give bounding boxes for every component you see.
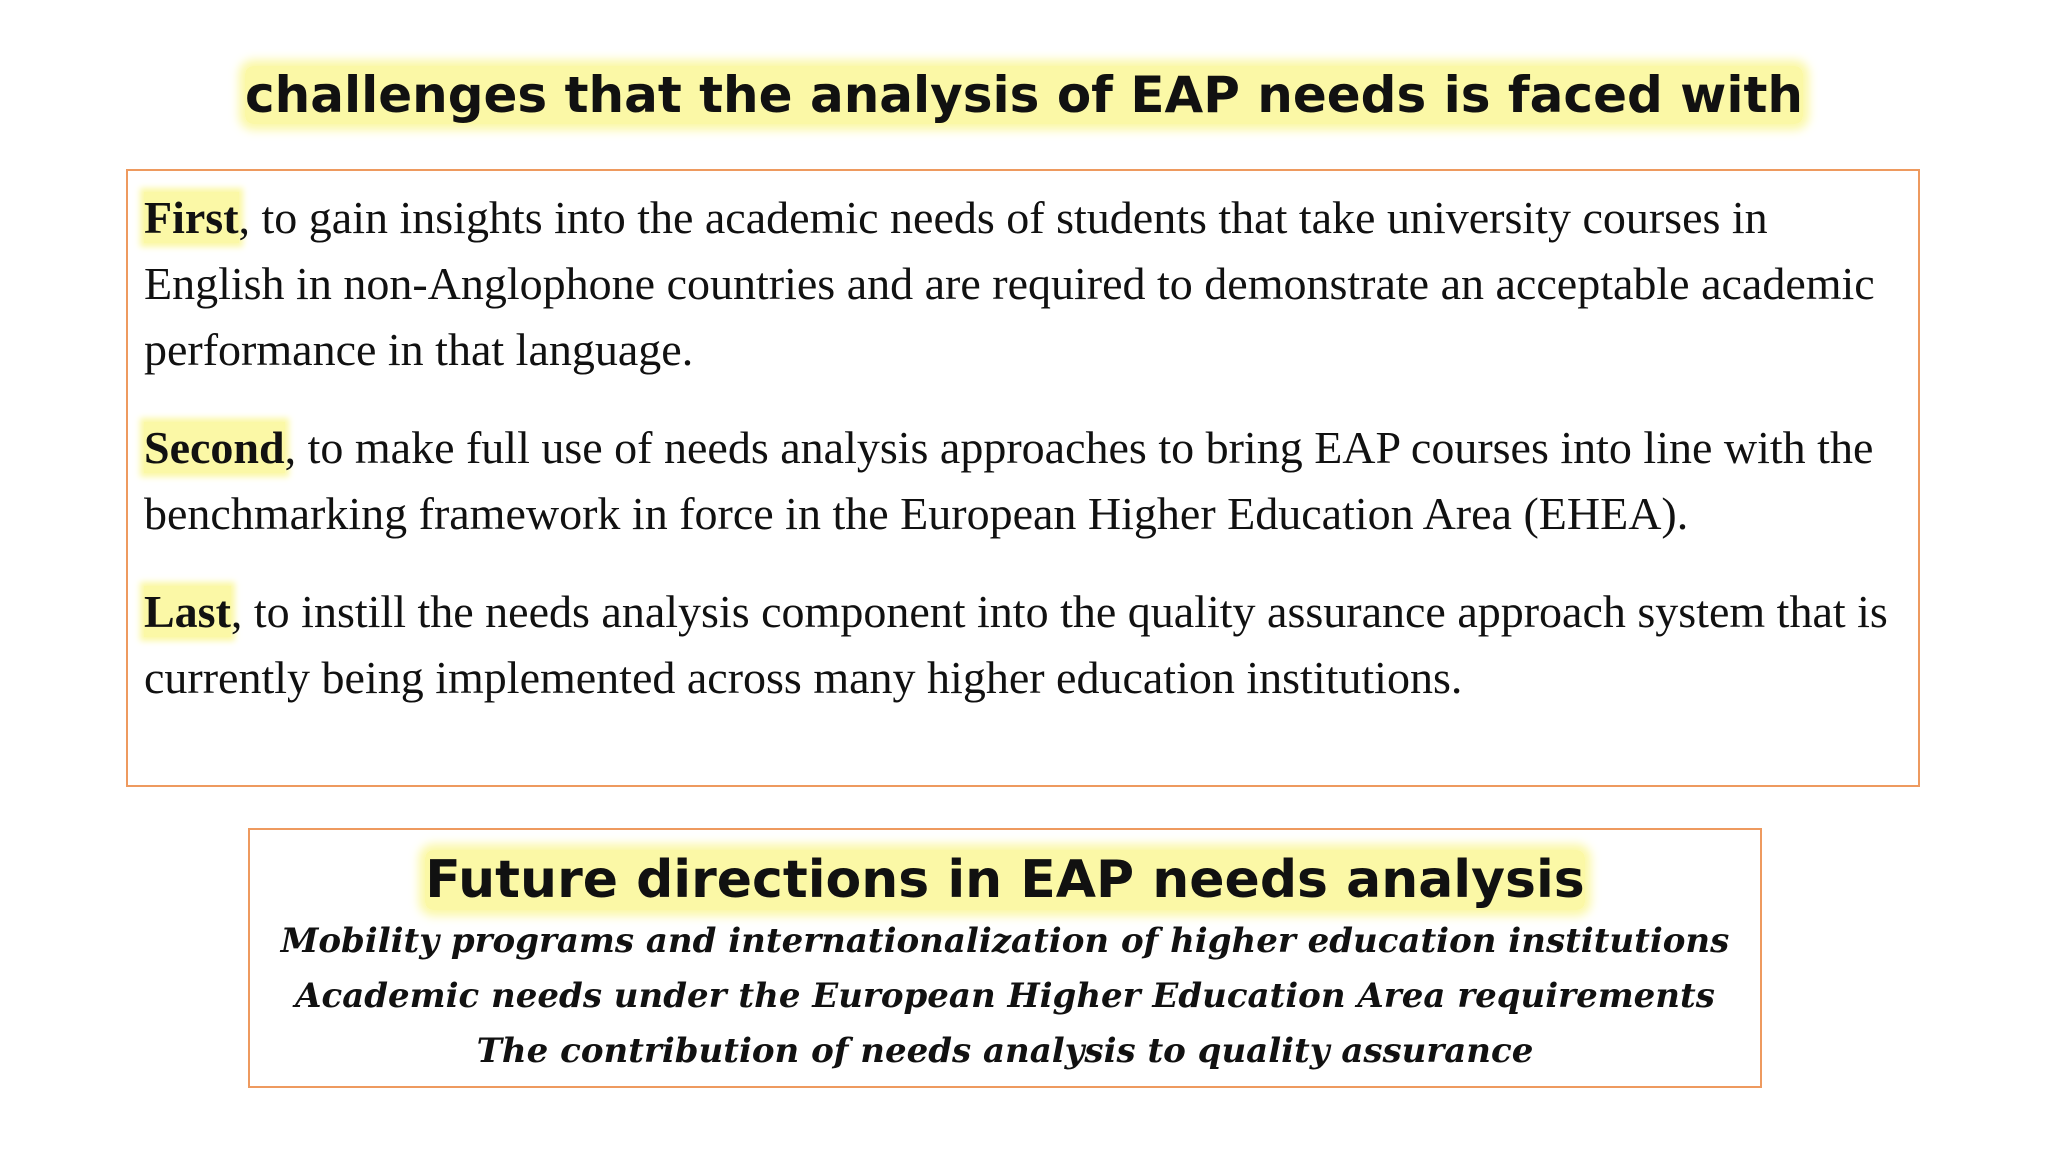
slide-title — [0, 60, 2048, 130]
challenge-lead-last: Last — [144, 586, 231, 637]
challenge-text-first: , to gain insights into the academic needs of students that take university courses in English in non-Anglophone countries and are required to demonstrate an acceptable academic performance in that language. — [144, 192, 1875, 375]
challenge-paragraph-second — [144, 415, 1902, 547]
slide-title-text: challenges that the analysis of EAP needs is faced with — [244, 66, 1804, 124]
challenges-box — [126, 169, 1920, 787]
challenge-text-last: , to instill the needs analysis component into the quality assurance approach system that is currently being implemented across many higher education institutions. — [144, 586, 1888, 703]
future-direction-item: Mobility programs and internationalization of higher education institutions — [280, 921, 1730, 961]
future-directions-box — [248, 828, 1762, 1088]
future-directions-title-text: Future directions in EAP needs analysis — [425, 850, 1585, 910]
challenge-lead-second: Second — [144, 422, 285, 473]
future-direction-item: Academic needs under the European Higher Education Area requirements — [295, 976, 1715, 1016]
challenge-paragraph-first — [144, 185, 1902, 383]
challenge-lead-first: First — [144, 192, 239, 243]
challenge-text-second: , to make full use of needs analysis approaches to bring EAP courses into line with the benchmarking framework in force in the European Higher Education Area (EHEA). — [144, 422, 1874, 539]
future-directions-title — [250, 846, 1760, 914]
future-direction-item: The contribution of needs analysis to quality assurance — [476, 1031, 1534, 1071]
challenge-paragraph-last — [144, 579, 1902, 711]
